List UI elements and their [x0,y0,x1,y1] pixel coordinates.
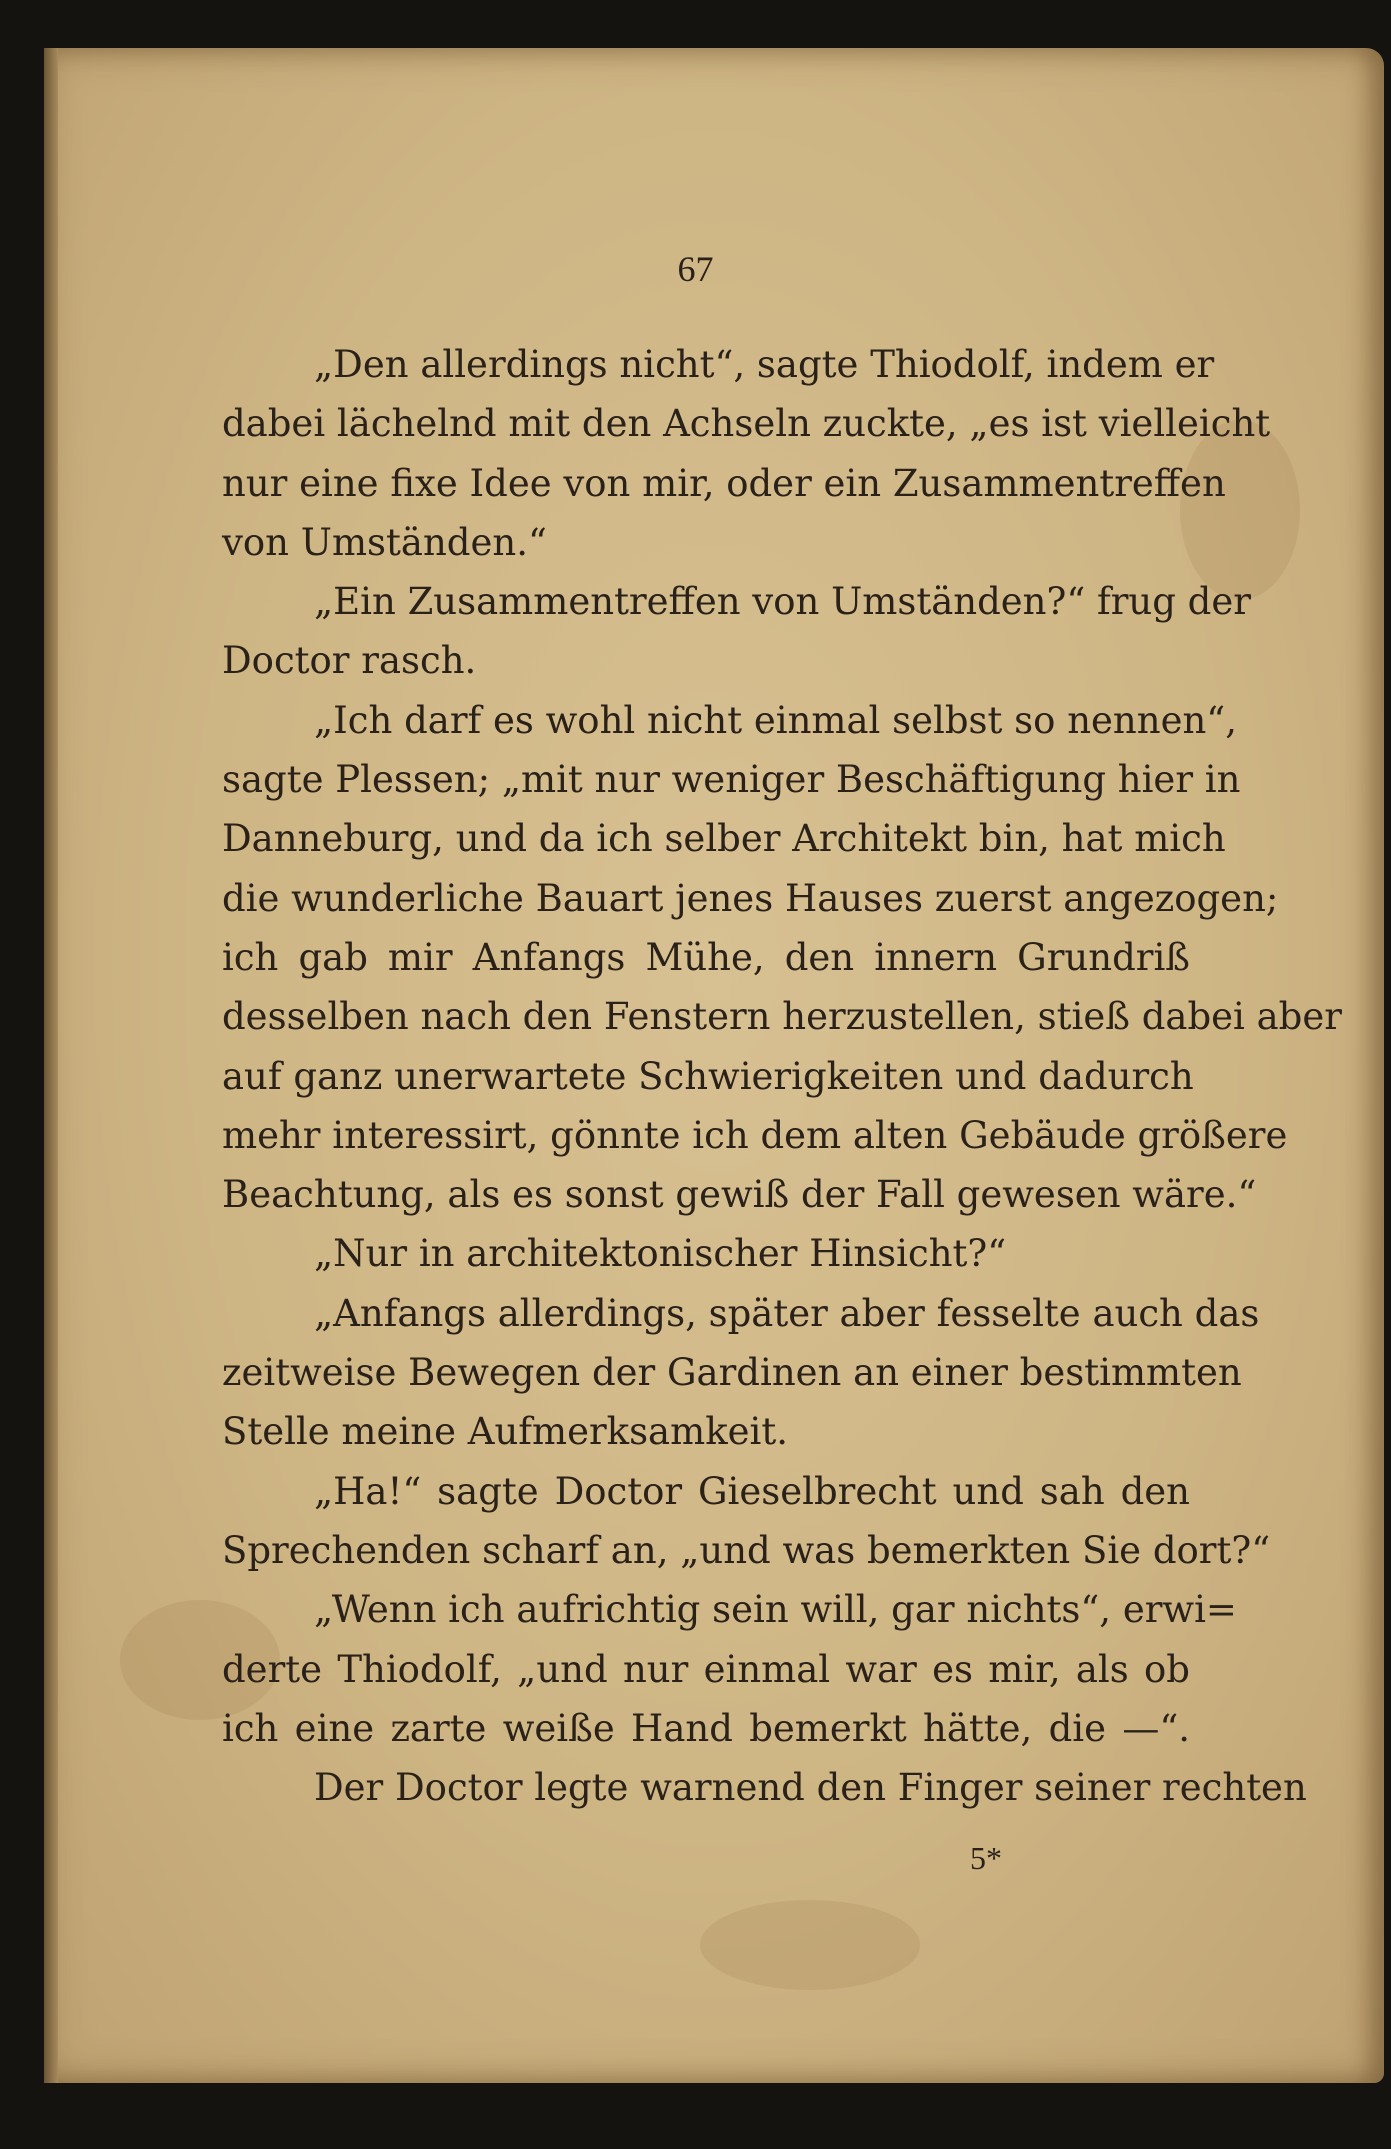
body-text [222,335,1342,1817]
text-line: nur eine fixe Idee von mir, oder ein Zusammentreffen [222,461,1226,505]
text-line: „Den allerdings nicht“, sagte Thiodolf, indem er [314,343,1215,386]
text-line: Danneburg, und da ich selber Architekt bin, hat mich [222,817,1226,861]
text-line: Beachtung, als es sonst gewiß der Fall gewesen wäre.“ [222,1173,1257,1217]
printer-signature-mark: 5* [970,1840,1002,1876]
text-line: dabei lächelnd mit den Achseln zuckte, „es ist vielleicht [222,402,1271,446]
text-line: ich gab mir Anfangs Mühe, den innern Grundriß [222,935,1190,979]
text-line: von Umständen.“ [222,520,547,564]
text-line: zeitweise Bewegen der Gardinen an einer bestimmten [222,1351,1242,1395]
text-line: „Ha!“ sagte Doctor Gieselbrecht und sah den [314,1469,1190,1513]
text-line: „Wenn ich aufrichtig sein will, gar nichts“, erwi= [314,1588,1237,1632]
text-line: mehr interessirt, gönnte ich dem alten Gebäude größere [222,1113,1288,1157]
text-line: Sprechenden scharf an, „und was bemerkten Sie dort?“ [222,1528,1271,1572]
text-line: „Ich darf es wohl nicht einmal selbst so nennen“, [314,698,1237,742]
text-line: desselben nach den Fenstern herzustellen, stieß dabei aber [222,995,1342,1039]
text-line: auf ganz unerwartete Schwierigkeiten und dadurch [222,1054,1194,1098]
text-line: Doctor rasch. [222,639,477,683]
text-line: die wunderliche Bauart jenes Hauses zuerst angezogen; [222,876,1279,920]
text-line: „Ein Zusammentreffen von Umständen?“ frug der [314,580,1251,624]
text-line: Stelle meine Aufmerksamkeit. [222,1410,788,1454]
text-line: Der Doctor legte warnend den Finger seiner rechten [314,1766,1307,1810]
page-binding-edge [44,48,58,2083]
text-line: „Nur in architektonischer Hinsicht?“ [314,1232,1007,1276]
text-line: derte Thiodolf, „und nur einmal war es mir, als ob [222,1647,1190,1691]
text-line: „Anfangs allerdings, später aber fesselte auch das [314,1291,1260,1335]
text-line: sagte Plessen; „mit nur weniger Beschäftigung hier in [222,758,1241,802]
paper-stain [700,1900,920,1990]
text-line: ich eine zarte weiße Hand bemerkt hätte, die —“. [222,1706,1190,1750]
page-number: 67 [677,249,714,289]
